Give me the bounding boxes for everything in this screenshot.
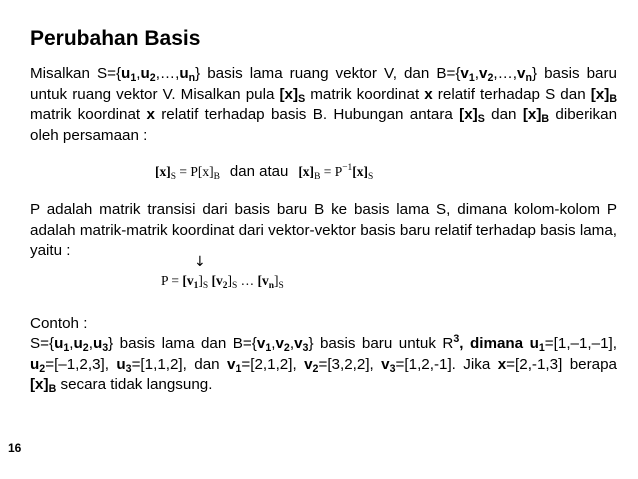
page-number: 16 — [8, 441, 22, 455]
text-span: } basis lama ruang vektor V, dan B={ — [195, 65, 461, 82]
eq-term: [x] — [298, 164, 315, 179]
subscript: B — [541, 113, 550, 125]
coord-matrix: [x] — [459, 106, 478, 123]
coord-matrix: [x] — [590, 85, 610, 103]
vector-value: =[1,–1,–1], — [544, 335, 617, 352]
text-span: dan — [484, 106, 523, 123]
eq-term: [v — [208, 273, 223, 288]
down-arrow-icon: ↓ — [194, 254, 206, 270]
eq-term: = P — [320, 164, 343, 179]
vector-v: v — [304, 355, 313, 373]
slide-title: Perubahan Basis — [30, 27, 201, 50]
eq-term: P — [161, 273, 169, 288]
subscript: 3 — [125, 362, 132, 375]
text-span: } basis baru untuk ruang vektor V. Misalkan pula — [30, 65, 617, 103]
subscript: 1 — [235, 362, 242, 375]
paragraph-transition: P adalah matrik transisi dari basis baru B ke basis lama S, dimana kolom-kolom P adalah matrik-matrik koordinat dari vektor-vektor basis baru relatif terhadap basis lama, yaitu : — [30, 201, 617, 259]
subscript: 2 — [487, 72, 494, 84]
subscript: 2 — [283, 342, 290, 354]
text-span: ,…, — [493, 65, 518, 82]
eq-conjunction: dan atau — [229, 163, 289, 180]
eq-term: = P[x] — [176, 164, 214, 179]
eq-term: = — [168, 273, 183, 288]
subscript: 2 — [39, 362, 46, 375]
text-span: , — [271, 335, 276, 352]
text-span: Misalkan S={ — [30, 65, 122, 82]
subscript: n — [268, 281, 274, 291]
subscript: S — [202, 281, 209, 291]
subscript: 1 — [468, 72, 475, 84]
vector-v: v — [381, 355, 390, 373]
subscript: S — [231, 281, 238, 291]
subscript: 1 — [265, 342, 272, 354]
coord-matrix: [x] — [522, 106, 542, 123]
subscript: B — [213, 172, 220, 182]
subscript: 3 — [102, 342, 109, 354]
vector-u: u — [121, 65, 131, 82]
subscript: S — [477, 113, 485, 125]
superscript: 3 — [453, 333, 460, 345]
eq-term: … — [237, 273, 258, 288]
text-span: ,…, — [155, 65, 180, 82]
text-span: } basis lama dan B={ — [108, 335, 257, 352]
subscript: 2 — [149, 72, 156, 84]
subscript: 2 — [82, 342, 89, 354]
text-span: diberikan oleh persamaan : — [30, 106, 618, 144]
vector-x: x — [424, 85, 433, 103]
eq-term: [v — [257, 273, 269, 288]
text-span: =[2,-1,3] berapa — [506, 355, 617, 373]
vector-v: v — [479, 65, 488, 82]
eq-term: [v — [182, 273, 194, 288]
subscript: 2 — [312, 362, 319, 375]
eq-term: [x] — [155, 164, 171, 179]
text-span: relatif terhadap basis B. Hubungan antara — [154, 106, 460, 123]
vector-v: v — [256, 335, 266, 352]
vector-u: u — [116, 355, 126, 373]
subscript: S — [298, 92, 306, 105]
text-span: matrik koordinat — [30, 106, 147, 123]
vector-value: =[1,2,-1]. Jika — [395, 355, 498, 373]
vector-u: u — [140, 65, 150, 82]
vector-u: u — [529, 335, 539, 352]
coord-matrix: [x] — [279, 85, 299, 103]
eq-term: ] — [198, 273, 203, 288]
vector-value: =[3,2,2], — [318, 355, 382, 373]
eq-term: ] — [273, 273, 279, 288]
subscript: 3 — [389, 362, 396, 375]
equation-transition-matrix — [161, 273, 284, 289]
subscript: 3 — [302, 342, 309, 354]
subscript: B — [609, 92, 617, 105]
subscript: 1 — [538, 342, 545, 354]
subscript: 1 — [193, 281, 199, 291]
text-span: , — [88, 335, 93, 352]
subscript: S — [368, 172, 374, 182]
subscript: 2 — [222, 281, 228, 291]
vector-u: u — [92, 335, 103, 352]
subscript: S — [278, 281, 284, 291]
text-span: relatif terhadap S dan — [432, 85, 591, 103]
vector-u: u — [54, 335, 64, 352]
subscript: B — [314, 172, 321, 182]
text-span: , — [474, 65, 480, 82]
text-span: , — [69, 335, 74, 352]
coord-matrix: [x] — [30, 376, 49, 393]
vector-value: =[1,1,2], dan — [131, 355, 227, 373]
vector-value: =[–1,2,3], — [45, 355, 117, 373]
text-span: , — [289, 335, 295, 352]
vector-v: v — [227, 355, 236, 373]
superscript: −1 — [342, 163, 353, 173]
subscript: n — [525, 72, 532, 84]
vector-u: u — [73, 335, 83, 352]
text-span: , — [136, 65, 141, 82]
text-span: } basis baru untuk R — [308, 335, 454, 352]
subscript: n — [188, 72, 196, 84]
eq-term: ] — [227, 273, 232, 288]
vector-x: x — [497, 355, 507, 373]
vector-v: v — [460, 65, 469, 82]
vector-x: x — [146, 106, 155, 123]
paragraph-definition — [30, 64, 617, 146]
example-label: Contoh : — [30, 315, 88, 332]
text-span: secara tidak langsung. — [56, 376, 213, 393]
text-span: S={ — [30, 335, 55, 352]
vector-u: u — [30, 355, 40, 373]
equation-relation — [155, 163, 373, 180]
text-span: , dimana — [459, 335, 530, 352]
subscript: 1 — [63, 342, 70, 354]
vector-v: v — [517, 65, 526, 82]
subscript: 1 — [130, 72, 137, 84]
eq-term: [x] — [352, 164, 369, 179]
vector-u: u — [179, 65, 189, 82]
vector-value: =[2,1,2], — [241, 355, 305, 373]
paragraph-example — [30, 334, 617, 396]
subscript: S — [170, 172, 176, 182]
vector-v: v — [275, 335, 284, 352]
subscript: B — [48, 383, 57, 395]
text-span: matrik koordinat — [305, 85, 425, 103]
vector-v: v — [294, 335, 303, 352]
